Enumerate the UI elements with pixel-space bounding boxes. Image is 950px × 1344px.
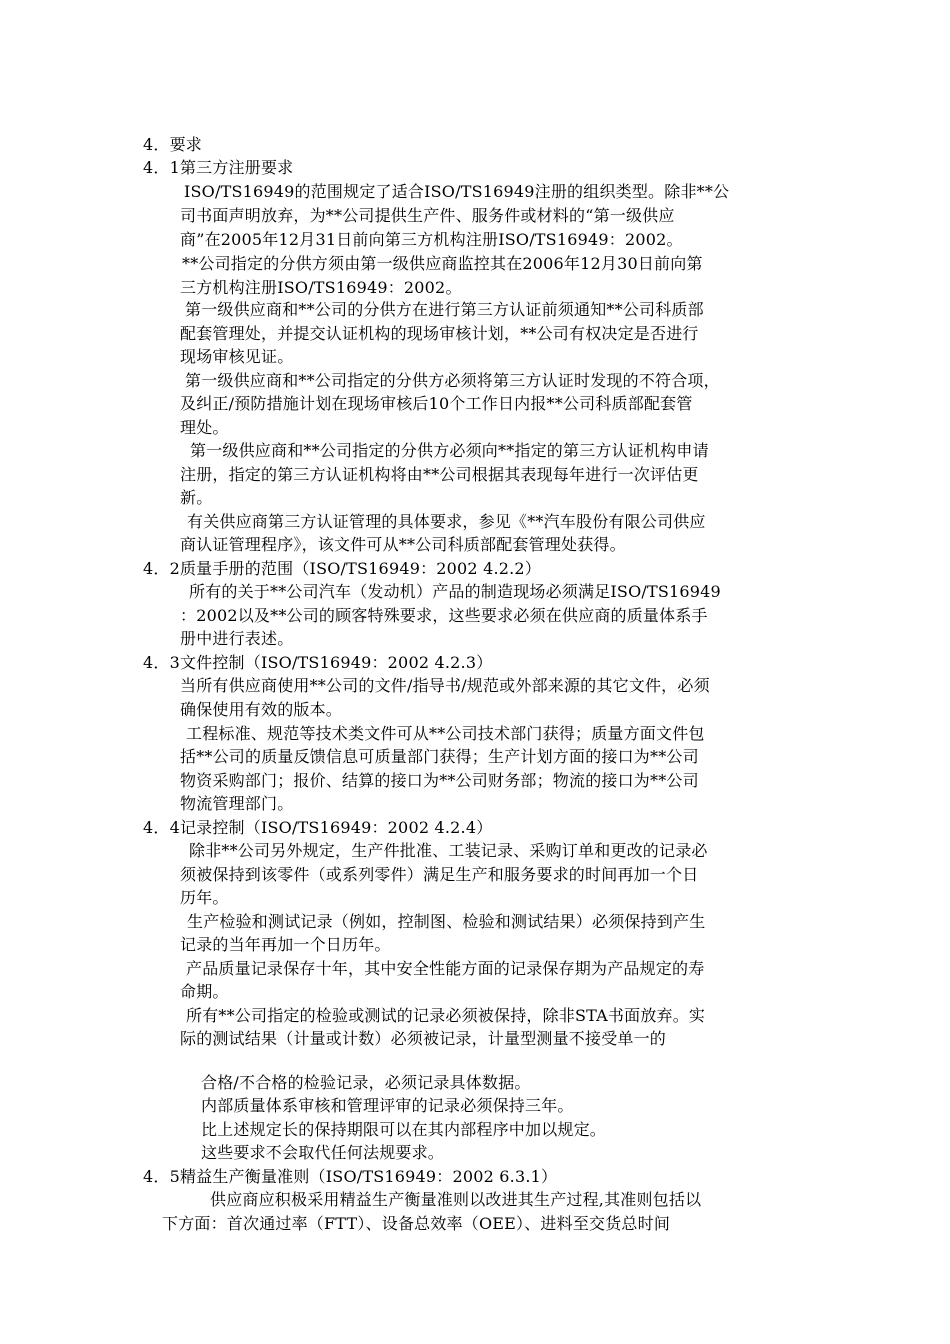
text-line: 三方机构注册ISO/TS16949：2002。 [180,278,462,297]
text-line: 括**公司的质量反馈信息可质量部门获得；生产计划方面的接口为**公司 [180,747,699,766]
text-line: 这些要求不会取代任何法规要求。 [201,1143,445,1162]
text-line: 历年。 [180,888,229,907]
text-line: 有关供应商第三方认证管理的具体要求，参见《**汽车股份有限公司供应 [187,512,706,531]
text-line: 生产检验和测试记录（例如，控制图、检验和测试结果）必须保持到产生 [187,912,706,931]
text-line: **公司指定的分供方须由第一级供应商监控其在2006年12月30日前向第 [182,254,703,273]
text-line: 4．1第三方注册要求 [143,158,294,177]
text-line: 第一级供应商和**公司指定的分供方必须向**指定的第三方认证机构申请 [190,441,709,460]
text-line: ：2002以及**公司的顾客特殊要求，这些要求必须在供应商的质量体系手 [180,606,708,625]
text-line: 命期。 [180,982,229,1001]
text-line: 4．3文件控制（ISO/TS16949：2002 4.2.3） [143,653,493,672]
text-line: 物资采购部门；报价、结算的接口为**公司财务部；物流的接口为**公司 [180,771,699,790]
text-line: 配套管理处，并提交认证机构的现场审核计划，**公司有权决定是否进行 [180,324,699,343]
text-line: 司书面声明放弃，为**公司提供生产件、服务件或材料的“第一级供应 [180,206,675,225]
text-line: 第一级供应商和**公司指定的分供方必须将第三方认证时发现的不符合项， [185,371,720,390]
text-line: 工程标准、规范等技术类文件可从**公司技术部门获得；质量方面文件包 [186,724,705,743]
text-line: 4．2质量手册的范围（ISO/TS16949：2002 4.2.2） [143,559,541,578]
text-line: 产品质量记录保存十年，其中安全性能方面的记录保存期为产品规定的寿 [186,959,705,978]
text-line: 商认证管理程序》，该文件可从**公司科质部配套管理处获得。 [180,535,626,554]
text-line: 须被保持到该零件（或系列零件）满足生产和服务要求的时间再加一个日 [180,865,699,884]
text-line: 新。 [180,488,213,507]
text-line: 合格/不合格的检验记录，必须记录具体数据。 [201,1073,531,1092]
text-line: 4．5精益生产衡量准则（ISO/TS16949：2002 6.3.1） [143,1167,558,1186]
text-line: 确保使用有效的版本。 [180,700,343,719]
text-line: 际的测试结果（计量或计数）必须被记录，计量型测量不接受单一的 [180,1029,667,1048]
text-line: 所有**公司指定的检验或测试的记录必须被保持，除非STA书面放弃。实 [186,1006,706,1025]
text-line: 物流管理部门。 [180,794,294,813]
text-line: 册中进行表述。 [180,629,294,648]
text-line: 第一级供应商和**公司的分供方在进行第三方认证前须通知**公司科质部 [185,300,704,319]
text-line: 除非**公司另外规定，生产件批准、工装记录、采购订单和更改的记录必 [189,841,708,860]
text-line: 当所有供应商使用**公司的文件/指导书/规范或外部来源的其它文件，必须 [180,676,710,695]
text-line: 4．4记录控制（ISO/TS16949：2002 4.2.4） [143,818,493,837]
text-line: 注册，指定的第三方认证机构将由**公司根据其表现每年进行一次评估更 [180,465,699,484]
text-line: ISO/TS16949的范围规定了适合ISO/TS16949注册的组织类型。除非**公 [184,182,730,201]
text-line: 商”在2005年12月31日前向第三方机构注册ISO/TS16949：2002。 [180,230,683,249]
text-line: 内部质量体系审核和管理评审的记录必须保持三年。 [201,1096,574,1115]
text-line: 所有的关于**公司汽车（发动机）产品的制造现场必须满足ISO/TS16949 [189,582,721,601]
text-line: 下方面：首次通过率（FTT）、设备总效率（OEE）、进料至交货总时间 [162,1214,671,1233]
text-line: 供应商应积极采用精益生产衡量准则以改进其生产过程,其准则包括以 [210,1190,702,1209]
text-line: 比上述规定长的保持期限可以在其内部程序中加以规定。 [201,1120,607,1139]
text-line: 4．要求 [143,135,202,154]
text-line: 现场审核见证。 [180,347,294,366]
text-line: 及纠正/预防措施计划在现场审核后10个工作日内报**公司科质部配套管 [180,394,693,413]
text-line: 理处。 [180,418,229,437]
text-line: 记录的当年再加一个日历年。 [180,935,391,954]
